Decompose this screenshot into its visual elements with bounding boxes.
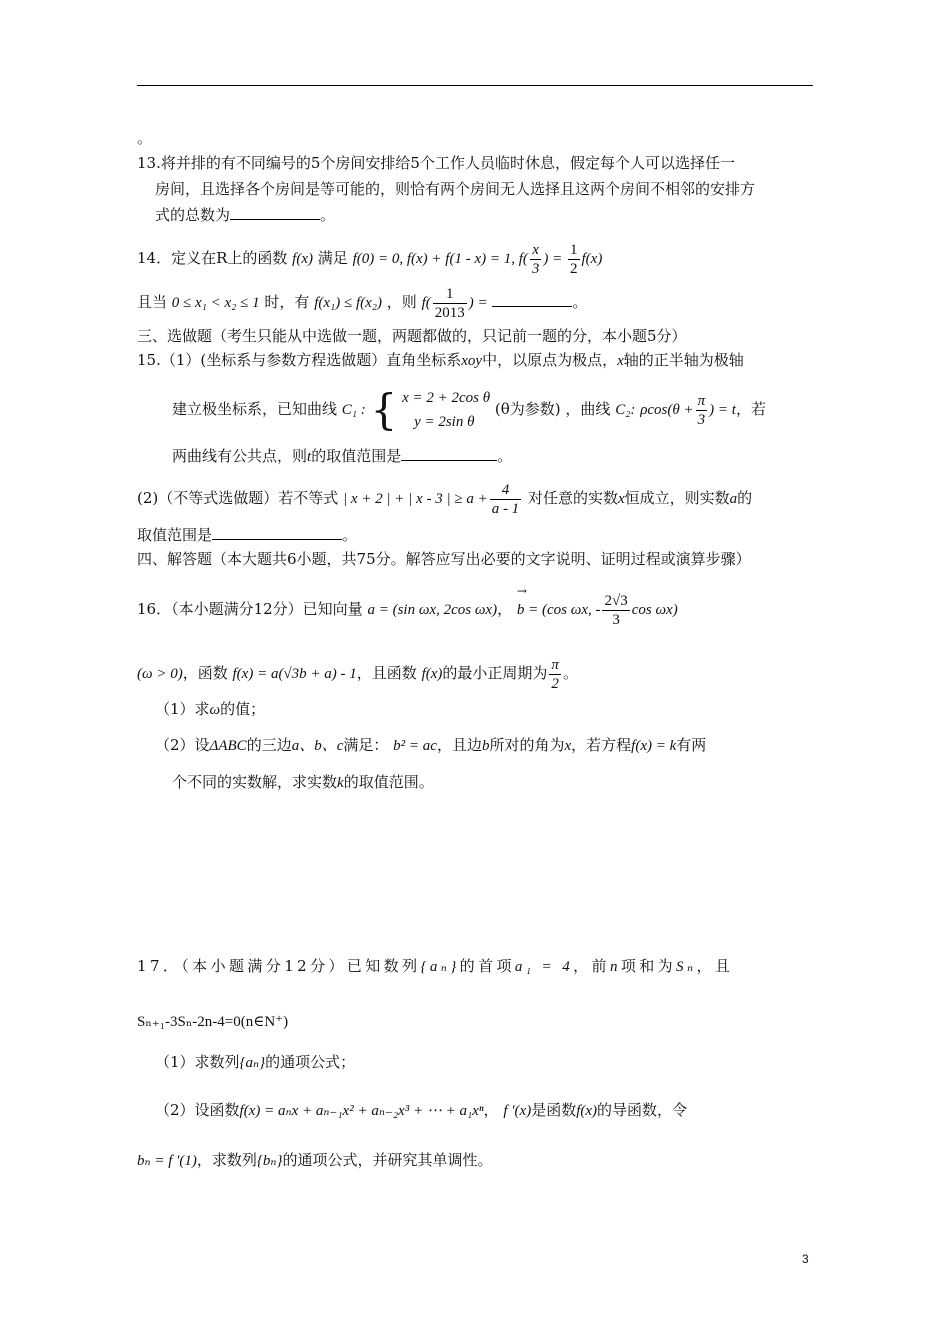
answer-blank [230, 205, 320, 220]
q16-line1: 16．（本小题满分12分）已知向量 a = (sin ωx, 2cos ωx)， → b = (cos ωx, - $\frac{2√3}{3}$ cos ωx) [137, 584, 678, 634]
q14-line2: 且当 0 ≤ x₁ < x₂ ≤ 1 时，有 f(x₁) ≤ f(x₂) ，则 f( $\frac{1}{2013}$ ) = 。 [137, 285, 588, 321]
q17-recurrence: Sₙ₊₁-3Sₙ-2n-4=0(n∈N⁺) [137, 1014, 289, 1030]
q16-line2: (ω > 0)，函数 f(x) = a(√3b + a) - 1，且函数 f(x)的最小正周期为 $\frac{\pi}{2}$ 。 [137, 656, 578, 692]
q13-line2: 房间，且选择各个房间是等可能的，则恰有两个房间无人选择且这两个房间不相邻的安排方 [155, 180, 756, 198]
q15-part2-line2: 取值范围是 。 [137, 526, 358, 544]
left-brace: { [370, 385, 398, 434]
q17-part2-line1: （2）设函数f(x) = aₙx + aₙ₋₁x² + aₙ₋₂x³ + ⋯ + a₁xⁿ， f ′(x)是函数f(x)的导函数，令 [155, 1101, 688, 1119]
q13-line3: 式的总数为 。 [155, 206, 336, 224]
q16-part2-line2: 个不同的实数解，求实数k的取值范围。 [172, 773, 434, 791]
q15-line2: 建立极坐标系，已知曲线 C₁ : { x = 2 + 2cos θ y = 2sin θ (θ为参数) ，曲线 C₂: ρcos(θ + $\frac{\pi}{3}$ ) = t，若 [172, 385, 766, 434]
q17-part2-line2: bₙ = f ′(1)，求数列{bₙ}的通项公式，并研究其单调性。 [137, 1151, 493, 1169]
header-rule [137, 85, 813, 86]
q13-line1: 13.将并排的有不同编号的5个房间安排给5个工作人员临时休息，假定每个人可以选择任一 [137, 154, 735, 172]
vector-b: → b = (cos ωx, - [516, 584, 601, 618]
answer-blank [492, 292, 572, 307]
q15-line3: 两曲线有公共点，则t的取值范围是 。 [172, 447, 513, 465]
leading-period: 。 [137, 129, 153, 147]
equation-system: x = 2 + 2cos θ y = 2sin θ [402, 390, 491, 430]
q17-part1: （1）求数列{aₙ}的通项公式； [155, 1053, 356, 1071]
q17-line1: 17．（本小题满分12分）已知数列{aₙ}的首项a₁ = 4，前n项和为Sₙ，且 [137, 957, 734, 975]
q15-line1: 15.（1）(坐标系与参数方程选做题）直角坐标系xoy中，以原点为极点，x轴的正半轴为极轴 [137, 351, 744, 369]
section-3-heading: 三、选做题（考生只能从中选做一题，两题都做的，只记前一题的分，本小题5分） [137, 327, 687, 345]
q16-part2-line1: （2）设ΔABC的三边a、b、c满足： b² = ac，且边b所对的角为x，若方程f(x) = k有两 [155, 736, 707, 754]
q16-part1: （1）求ω的值； [155, 700, 266, 718]
answer-blank [401, 446, 497, 461]
answer-blank [212, 525, 342, 540]
q14-line1: 14．定义在R上的函数 f(x) 满足 f(0) = 0, f(x) + f(1 - x) = 1, f( $\frac{x}{3}$ ) = $\frac{1}{2}$ f(x) [137, 241, 603, 277]
page-number: 3 [802, 1252, 809, 1266]
q15-part2-line1: (2)（不等式选做题）若不等式 | x + 2 | + | x - 3 | ≥ a + $\frac{4}{a - 1}$ 对任意的实数x恒成立，则实数a的 [137, 481, 753, 517]
section-4-heading: 四、解答题（本大题共6小题，共75分。解答应写出必要的文字说明、证明过程或演算步骤） [137, 550, 751, 568]
